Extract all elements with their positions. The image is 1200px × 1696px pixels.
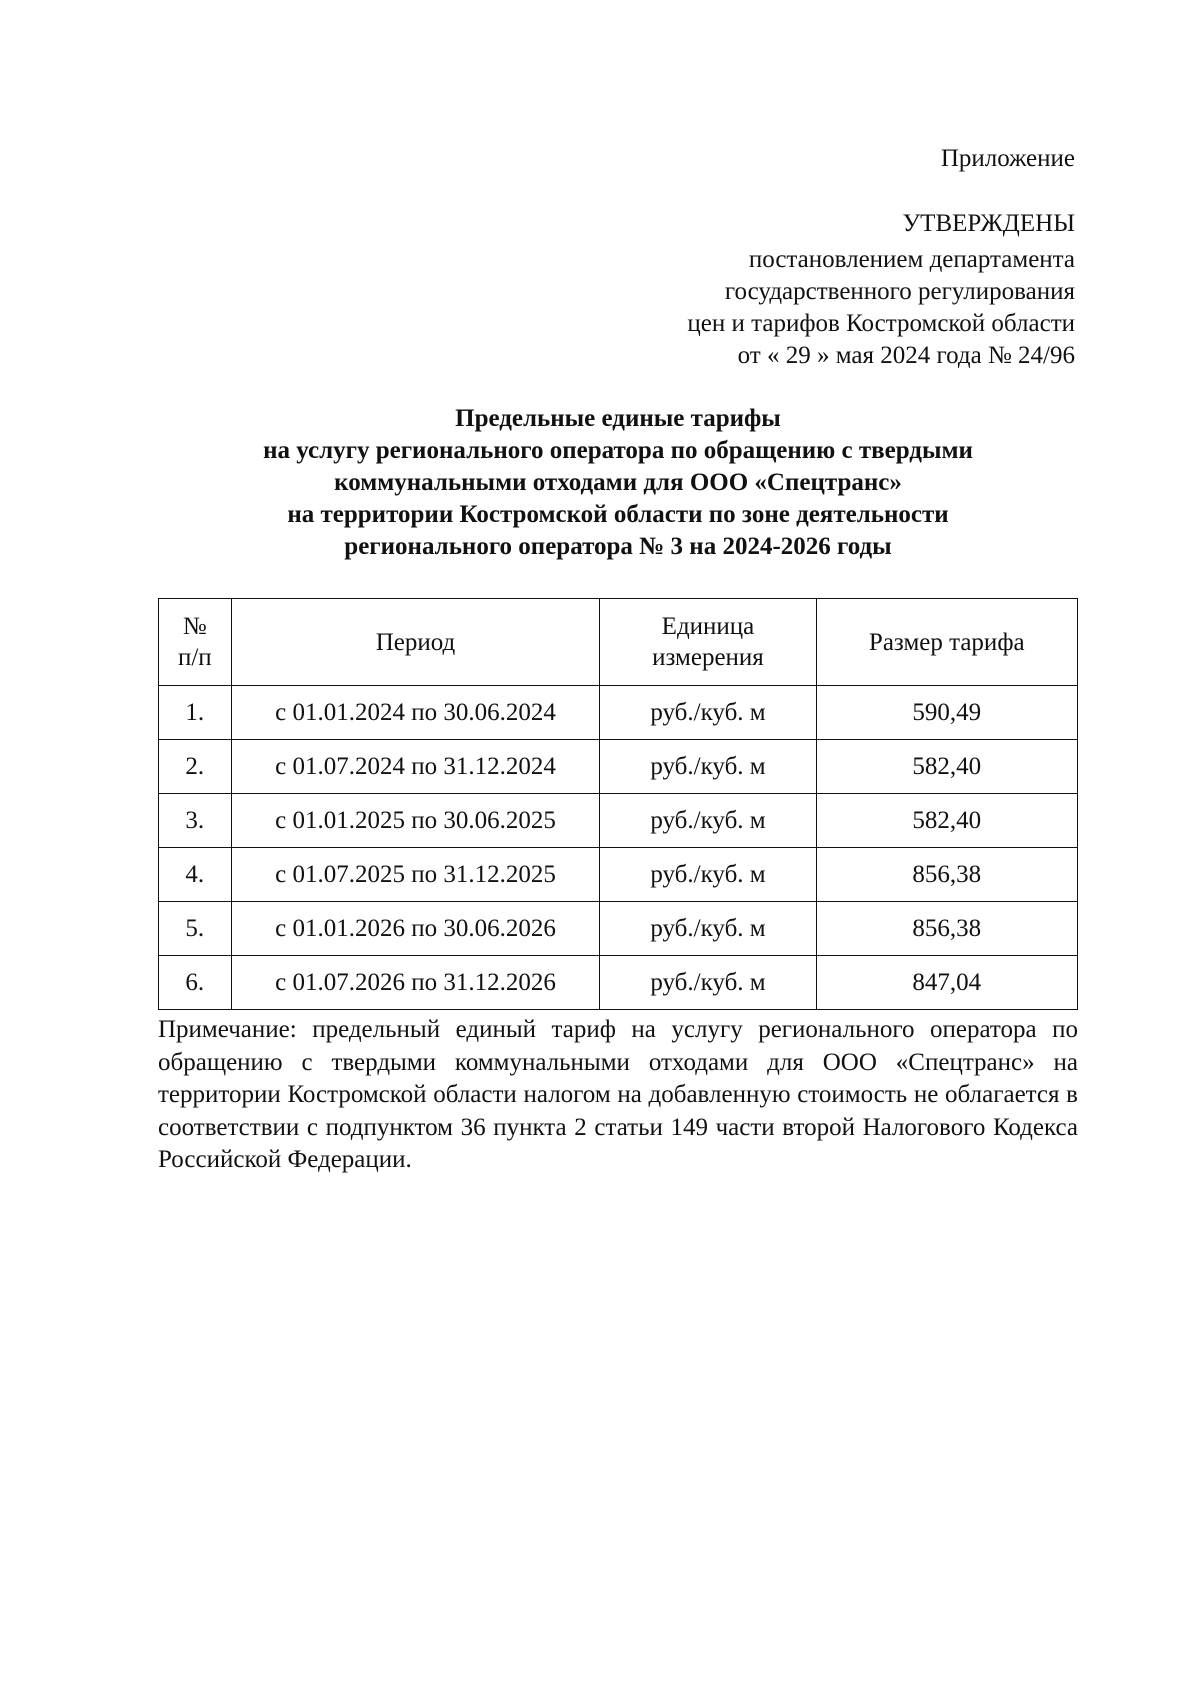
row-number: 4. [159,848,232,902]
approval-line: постановлением департамента [748,246,1075,273]
approval-line: цен и тарифов Костромской области [687,310,1075,337]
approved-label: УТВЕРЖДЕНЫ [902,210,1075,237]
row-rate: 590,49 [816,686,1077,740]
row-period: с 01.01.2026 по 30.06.2026 [231,902,600,956]
row-rate: 856,38 [816,848,1077,902]
table-row [159,740,1078,794]
document-title [160,403,1076,563]
row-period: с 01.07.2024 по 31.12.2024 [231,740,600,794]
row-unit: руб./куб. м [600,956,816,1010]
title-line: на территории Костромской области по зоне деятельности [287,501,949,528]
approval-block [687,208,1075,372]
row-period: с 01.01.2024 по 30.06.2024 [231,686,600,740]
table-row [159,956,1078,1010]
approval-line: государственного регулирования [724,278,1075,305]
header-number-symbol: № [182,613,207,640]
title-line: регионального оператора № 3 на 2024-2026 годы [344,533,892,560]
header-unit-line1: Единица [661,613,755,640]
row-number: 1. [159,686,232,740]
header-unit [600,599,816,686]
row-unit: руб./куб. м [600,686,816,740]
header-number [159,599,232,686]
header-number-abbr: п/п [177,644,212,671]
table-row [159,848,1078,902]
row-period: с 01.07.2026 по 31.12.2026 [231,956,600,1010]
row-rate: 582,40 [816,740,1077,794]
appendix-label: Приложение [940,145,1075,172]
row-period: с 01.01.2025 по 30.06.2025 [231,794,600,848]
row-number: 5. [159,902,232,956]
row-rate: 582,40 [816,794,1077,848]
tariff-table [158,598,1078,1010]
row-rate: 856,38 [816,902,1077,956]
row-unit: руб./куб. м [600,848,816,902]
title-line: коммунальными отходами для ООО «Спецтранс» [334,469,902,496]
row-number: 3. [159,794,232,848]
approval-line-date: от « 29 » мая 2024 года № 24/96 [737,342,1075,369]
header-period: Период [231,599,600,686]
table-row [159,686,1078,740]
row-rate: 847,04 [816,956,1077,1010]
row-number: 6. [159,956,232,1010]
title-line: на услугу регионального оператора по обращению с твердыми [263,437,973,464]
header-rate: Размер тарифа [816,599,1077,686]
row-number: 2. [159,740,232,794]
row-unit: руб./куб. м [600,740,816,794]
row-unit: руб./куб. м [600,794,816,848]
table-header-row [159,599,1078,686]
table-row [159,794,1078,848]
row-unit: руб./куб. м [600,902,816,956]
table-row [159,902,1078,956]
title-line: Предельные единые тарифы [455,405,781,432]
header-unit-line2: измерения [652,644,764,671]
row-period: с 01.07.2025 по 31.12.2025 [231,848,600,902]
footnote: Примечание: предельный единый тариф на услугу регионального оператора по обращению с твердыми коммунальными отходами для ООО «Спецтранс» на территории Костромской области налогом на добавленную стоимость не облагается в соответствии с подпунктом 36 пункта 2 статьи 149 части второй Налогового Кодекса Российской Федерации. [158,1016,1078,1173]
